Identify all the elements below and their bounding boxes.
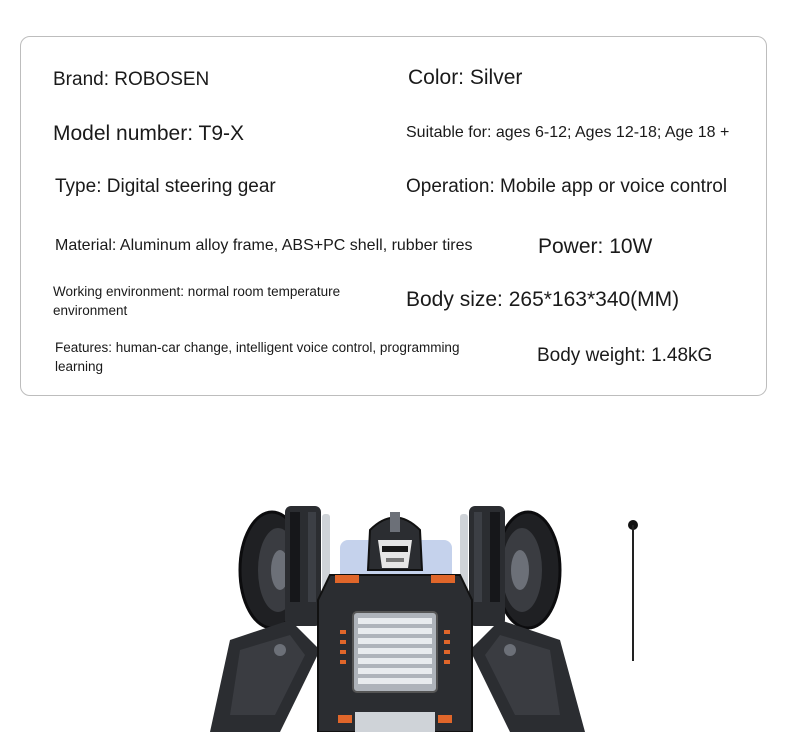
right-wheel bbox=[496, 512, 560, 628]
spec-operation: Operation: Mobile app or voice control bbox=[406, 176, 728, 197]
spec-brand: Brand: ROBOSEN bbox=[53, 69, 210, 90]
spec-model-number: Model number: T9-X bbox=[53, 122, 245, 145]
spec-type: Type: Digital steering gear bbox=[55, 176, 276, 197]
robot-torso bbox=[318, 575, 472, 732]
spec-color: Color: Silver bbox=[408, 66, 523, 89]
annotation-line bbox=[632, 525, 634, 661]
spec-body-size: Body size: 265*163*340(MM) bbox=[406, 288, 680, 311]
spec-body-weight: Body weight: 1.48kG bbox=[537, 345, 713, 366]
robot-product-image bbox=[190, 500, 600, 732]
spec-material: Material: Aluminum alloy frame, ABS+PC shell, rubber tires bbox=[55, 237, 473, 254]
specifications-card bbox=[20, 36, 767, 396]
spec-working-environment: Working environment: normal room temperature environment bbox=[53, 284, 341, 318]
spec-features: Features: human-car change, intelligent voice control, programming learning bbox=[55, 340, 460, 374]
spec-power: Power: 10W bbox=[538, 235, 653, 258]
robot-head bbox=[368, 512, 422, 570]
spec-suitable-for: Suitable for: ages 6-12; Ages 12-18; Age 18 + bbox=[406, 124, 730, 141]
